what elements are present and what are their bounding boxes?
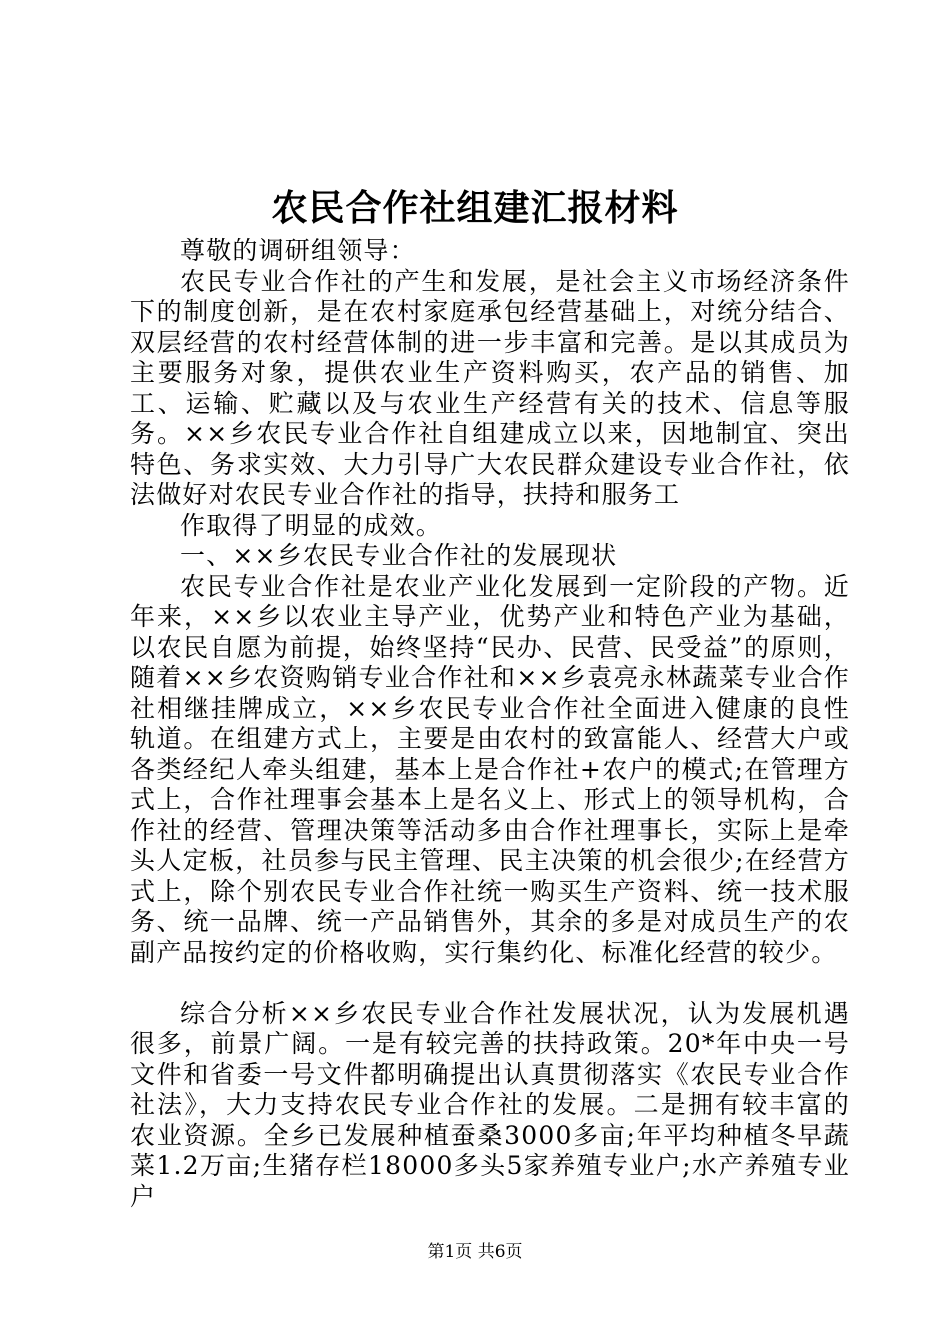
paragraph-intro-continued: 作取得了明显的成效。 (180, 510, 443, 540)
salutation: 尊敬的调研组领导： (180, 236, 416, 265)
section-heading-1: 一、××乡农民专业合作社的发展现状 (180, 541, 618, 570)
document-body (130, 236, 850, 1212)
paragraph-analysis: 综合分析××乡农民专业合作社发展状况，认为发展机遇很多，前景广阔。一是有较完善的扶持政策。20*年中央一号文件和省委一号文件都明确提出认真贯彻落实《农民专业合作社法》，大力支持农民专业合作社的发展。二是拥有较丰富的农业资源。全乡已发展种植蚕桑3000多亩;年平均种植冬早蔬菜1.2万亩;生猪存栏18000多头5家养殖专业户;水产养殖专业户 (130, 998, 850, 1211)
document-title: 农民合作社组建汇报材料 (271, 187, 679, 229)
paragraph-current-status: 农民专业合作社是农业产业化发展到一定阶段的产物。近年来，××乡以农业主导产业，优势产业和特色产业为基础，以农民自愿为前提，始终坚持“民办、民营、民受益”的原则，随着××乡农资购销专业合作社和××乡袁亮永林蔬菜专业合作社相继挂牌成立，××乡农民专业合作社全面进入健康的良性轨道。在组建方式上，主要是由农村的致富能人、经营大户或各类经纪人牵头组建，基本上是合作社+农户的模式;在管理方式上，合作社理事会基本上是名义上、形式上的领导机构，合作社的经营、管理决策等活动多由合作社理事长，实际上是牵头人定板，社员参与民主管理、民主决策的机会很少;在经营方式上，除个别农民专业合作社统一购买生产资料、统一技术服务、统一品牌、统一产品销售外，其余的多是对成员生产的农副产品按约定的价格收购，实行集约化、标准化经营的较少。 (130, 571, 850, 967)
page-footer: 第1页 共6页 (427, 1242, 523, 1262)
paragraph-intro: 农民专业合作社的产生和发展，是社会主义市场经济条件下的制度创新，是在农村家庭承包经营基础上，对统分结合、双层经营的农村经营体制的进一步丰富和完善。是以其成员为主要服务对象，提供农业生产资料购买，农产品的销售、加工、运输、贮藏以及与农业生产经营有关的技术、信息等服务。××乡农民专业合作社自组建成立以来，因地制宜、突出特色、务求实效、大力引导广大农民群众建设专业合作社，依法做好对农民专业合作社的指导，扶持和服务工 (130, 266, 850, 509)
